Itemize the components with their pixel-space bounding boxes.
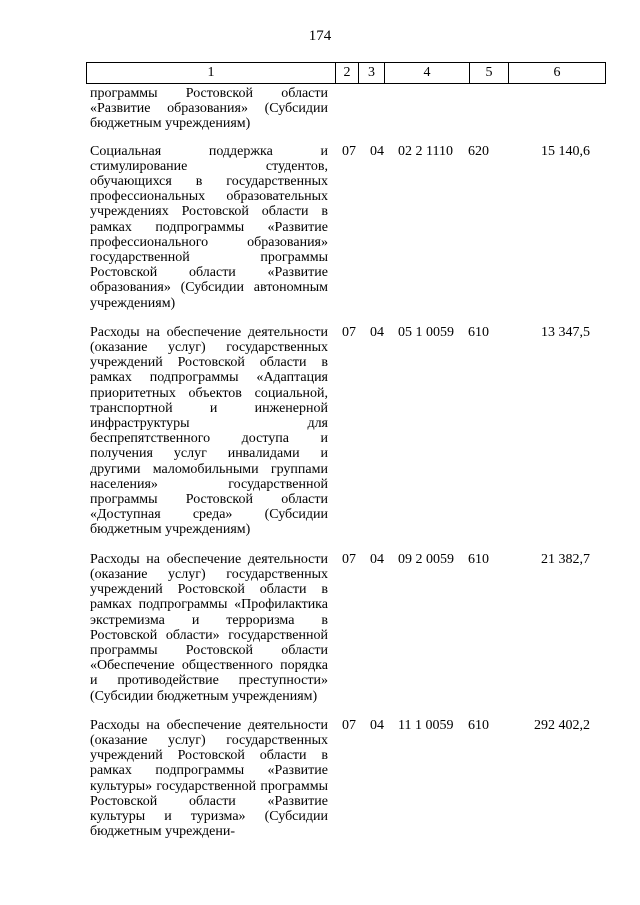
section-code: 07	[342, 551, 356, 567]
amount: 13 347,5	[541, 324, 590, 340]
section-code: 07	[342, 717, 356, 733]
page-number: 174	[308, 28, 332, 44]
expense-type-code: 610	[468, 551, 489, 567]
table-row	[90, 144, 600, 311]
row-description: программы Ростовской области «Развитие образования» (Субсидии бюджетным учреждениям)	[90, 86, 328, 132]
header-col-2: 2	[336, 63, 359, 84]
target-item-code: 02 2 1110	[398, 143, 453, 159]
header-col-1: 1	[87, 63, 336, 84]
header-col-5: 5	[470, 63, 509, 84]
target-item-code: 11 1 0059	[398, 717, 454, 733]
table-row	[90, 552, 600, 704]
expense-type-code: 610	[468, 717, 489, 733]
amount: 292 402,2	[534, 717, 590, 733]
header-col-3: 3	[359, 63, 385, 84]
section-code: 07	[342, 143, 356, 159]
column-number-header	[86, 62, 606, 84]
table-row	[90, 718, 600, 840]
row-description: Социальная поддержка и стимулирование студентов, обучающихся в государственных профессиональных образовательных учреждениях Ростовской области в рамках подпрограммы «Развитие профессионального образования» государственной программы Ростовской области «Развитие образования» (Субсидии автономным учреждениям)	[90, 143, 328, 311]
section-code: 07	[342, 324, 356, 340]
header-col-6: 6	[509, 63, 606, 84]
amount: 15 140,6	[541, 143, 590, 159]
subsection-code: 04	[370, 551, 384, 567]
table-body	[90, 86, 600, 853]
table-row	[90, 325, 600, 538]
expense-type-code: 610	[468, 324, 489, 340]
subsection-code: 04	[370, 143, 384, 159]
target-item-code: 05 1 0059	[398, 324, 454, 340]
header-col-4: 4	[385, 63, 470, 84]
amount: 21 382,7	[541, 551, 590, 567]
subsection-code: 04	[370, 324, 384, 340]
row-description: Расходы на обеспечение деятельности (оказание услуг) государственных учреждений Ростовской области в рамках подпрограммы «Профилактика экстремизма и терроризма в Ростовской области» государственной программы Ростовской области «Обеспечение общественного порядка и противодействие преступности» (Субсидии бюджетным учреждениям)	[90, 551, 328, 704]
table-row	[90, 86, 600, 132]
subsection-code: 04	[370, 717, 384, 733]
row-description: Расходы на обеспечение деятельности (оказание услуг) государственных учреждений Ростовской области в рамках подпрограммы «Развитие культуры» государственной программы Ростовской области «Развитие культуры и туризма» (Субсидии бюджетным учреждени-	[90, 717, 328, 840]
row-description: Расходы на обеспечение деятельности (оказание услуг) государственных учреждений Ростовской области в рамках подпрограммы «Адаптация приоритетных объектов социальной, транспортной и инженерной инфраструктуры для беспрепятственного доступа и получения услуг инвалидами и другими маломобильными группами населения» государственной программы Ростовской области «Доступная среда» (Субсидии бюджетным учреждениям)	[90, 324, 328, 538]
expense-type-code: 620	[468, 143, 489, 159]
target-item-code: 09 2 0059	[398, 551, 454, 567]
